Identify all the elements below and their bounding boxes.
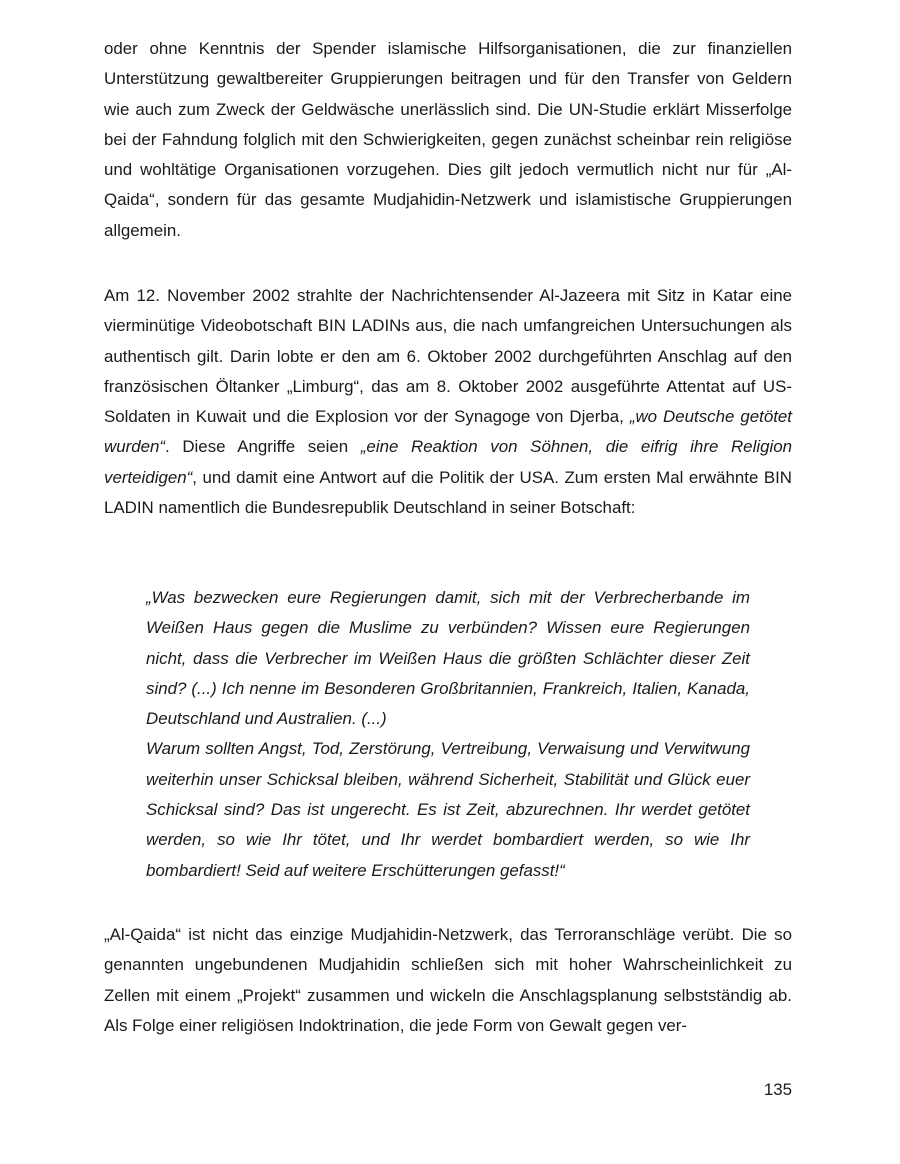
inline-quote: „wo Deutsche getötet wurden“ — [104, 407, 792, 457]
block-quote — [146, 583, 750, 886]
paragraph-text: , und damit eine Antwort auf die Politik der USA. Zum ersten Mal erwähnte BIN LADIN namentlich die Bundesrepublik Deutschland in seiner Botschaft: — [104, 467, 792, 518]
paragraph-funding: oder ohne Kenntnis der Spender islamische Hilfsorganisationen, die zur finanziellen Unterstützung gewaltbereiter Gruppierungen beitragen und für den Transfer von Geldern wie auch zum Zweck der Geldwäsche unerlässlich sind. Die UN-Studie erklärt Misserfolge bei der Fahndung folglich mit den Schwierigkeiten, gegen zunächst scheinbar rein religiöse und wohltätige Organisationen vorzugehen. Dies gilt jedoch vermutlich nicht nur für „Al-Qaida“, sondern für das gesamte Mudjahidin-Netzwerk und islamistische Gruppierungen allgemein. — [104, 39, 792, 240]
quote-part-2: Warum sollten Angst, Tod, Zerstörung, Vertreibung, Verwaisung und Verwitwung weiterhin unser Schicksal bleiben, während Sicherheit, Stabilität und Glück euer Schicksal sind? Das ist ungerecht. Es ist Zeit, abzurechnen. Ihr werdet getötet werden, so wie Ihr tötet, und Ihr werdet bombardiert werden, so wie Ihr bombardiert! Seid auf weitere Erschütterungen gefasst!“ — [146, 739, 750, 880]
paragraph-text: . Diese Angriffe seien — [165, 437, 361, 457]
page-number: 135 — [763, 1080, 792, 1099]
quote-part-1: „Was bezwecken eure Regierungen damit, sich mit der Verbrecherbande im Weißen Haus gegen die Muslime zu verbünden? Wissen eure Regierungen nicht, dass die Verbrecher im Weißen Haus die größten Schlächter dieser Zeit sind? (...) Ich nenne im Besonderen Großbritannien, Frankreich, Italien, Kanada, Deutschland und Australien. (...) — [146, 588, 750, 729]
paragraph-text: Am 12. November 2002 strahlte der Nachrichtensender Al-Jazeera mit Sitz in Katar eine vierminütige Videobotschaft BIN LADINs aus, die nach umfangreichen Untersuchungen als authentisch gilt. Darin lobte er den am 6. Oktober 2002 durchgeführten Anschlag auf den französischen Öltanker „Limburg“, das am 8. Oktober 2002 ausgeführte Attentat auf US-Soldaten in Kuwait und die Explosion vor der Synagoge von Djerba, — [104, 286, 792, 427]
paragraph-video-message — [104, 281, 792, 523]
inline-quote: „eine Reaktion von Söhnen, die eifrig ihre Religion verteidigen“ — [104, 437, 793, 487]
paragraph-mudjahidin: „Al-Qaida“ ist nicht das einzige Mudjahidin-Netzwerk, das Terroranschläge verübt. Die so genannten ungebundenen Mudjahidin schließen sich mit hoher Wahrscheinlichkeit zu Zellen mit einem „Projekt“ zusammen und wickeln die Anschlagsplanung selbstständig ab. Als Folge einer religiösen Indoktrination, die jede Form von Gewalt gegen ver- — [104, 925, 792, 1035]
